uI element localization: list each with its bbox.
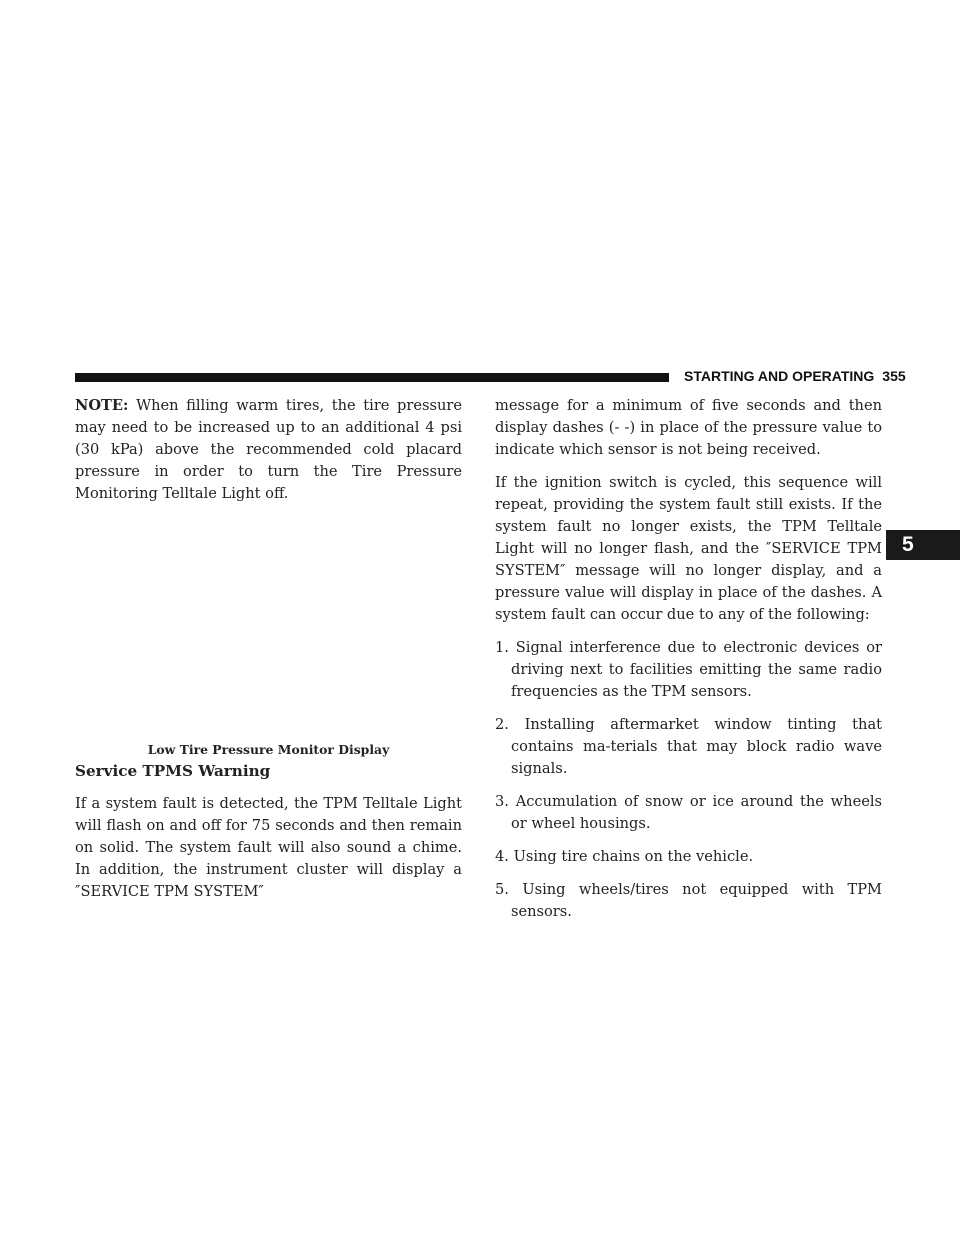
- list-text: Using tire chains on the vehicle.: [513, 848, 754, 865]
- list-item: [495, 714, 882, 780]
- body-paragraph: If the ignition switch is cycled, this sequence will repeat, providing the system fault still exists. If the system fault no longer exists, the TPM Telltale Light will no longer flash, and the ″SERVICE TPM SYSTEM″ message will no longer display, and a pressure value will display in place of the dashes. A system fault can occur due to any of the following:: [495, 474, 882, 623]
- list-text: Installing aftermarket window tinting that contains ma-terials that may block radio wave signals.: [511, 716, 883, 777]
- continued-paragraph: message for a minimum of five seconds and then display dashes (- -) in place of the pressure value to indicate which sensor is not being received.: [495, 397, 882, 458]
- list-item: [495, 791, 882, 835]
- list-number: 2.: [495, 716, 509, 733]
- list-text: Accumulation of snow or ice around the wheels or wheel housings.: [511, 793, 883, 832]
- left-column: [75, 395, 462, 900]
- page-number: 355: [882, 368, 906, 384]
- list-number: 1.: [495, 639, 509, 656]
- note-paragraph: [75, 395, 462, 505]
- list-number: 4.: [495, 848, 509, 865]
- section-title: STARTING AND OPERATING: [684, 368, 875, 384]
- list-item: [495, 879, 882, 923]
- note-text: When filling warm tires, the tire pressure may need to be increased up to an additional 4 psi (30 kPa) above the recommended cold placard pressure in order to turn the Tire Pressure Monitoring Telltale Light off.: [75, 397, 462, 502]
- list-text: Using wheels/tires not equipped with TPM sensors.: [511, 881, 882, 920]
- section-heading: Service TPMS Warning: [75, 762, 271, 780]
- running-header: [684, 364, 906, 388]
- list-text: Signal interference due to electronic devices or driving next to facilities emitting the same radio frequencies as the TPM sensors.: [511, 639, 883, 700]
- right-column: [495, 395, 882, 934]
- chapter-tab: 5: [886, 530, 960, 560]
- list-item: [495, 637, 882, 703]
- list-number: 5.: [495, 881, 509, 898]
- fault-cause-list: [495, 637, 882, 923]
- note-label: NOTE:: [75, 397, 129, 414]
- figure-caption: Low Tire Pressure Monitor Display: [147, 742, 390, 757]
- header-rule: [75, 373, 669, 382]
- list-item: [495, 846, 882, 868]
- figure-placeholder: [75, 516, 462, 740]
- list-number: 3.: [495, 793, 509, 810]
- body-paragraph: If a system fault is detected, the TPM Telltale Light will flash on and off for 75 seconds and then remain on solid. The system fault will also sound a chime. In addition, the instrument cluster will display a ″SERVICE TPM SYSTEM″: [75, 795, 462, 900]
